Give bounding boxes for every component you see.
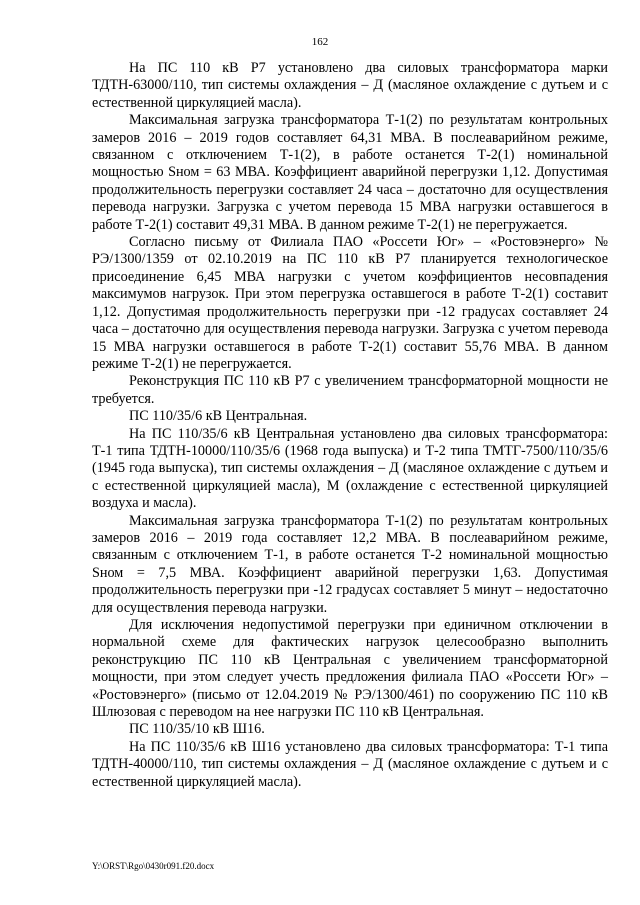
paragraph-r7-transformers: На ПС 110 кВ Р7 установлено два силовых трансформатора марки ТДТН-63000/110, тип системы охлаждения – Д (масляное охлаждение с дутьем и с естественной циркуляцией масла). xyxy=(92,60,608,111)
document-body xyxy=(92,60,608,791)
paragraph-sh16-transformers: На ПС 110/35/6 кВ Ш16 установлено два силовых трансформатора: Т-1 типа ТДТН-40000/110, тип системы охлаждения – Д (масляное охлаждение с дутьем и с естественной циркуляцией масла). xyxy=(92,738,608,790)
paragraph-r7-letter: Согласно письму от Филиала ПАО «Россети Юг» – «Ростовэнерго» № РЭ/1300/1359 от 02.10.2019 на ПС 110 кВ Р7 планируется технологическое присоединение 6,45 МВА нагрузки с учетом коэффициентов несовпадения максимумов нагрузок. При этом перегрузка оставшегося в работе Т-2(1) составит 1,12. Допустимая продолжительность перегрузки при -12 градусах составляет 24 часа – достаточно для осуществления перевода нагрузки. Загрузка с учетом перевода 15 МВА нагрузки оставшегося в работе Т-2(1) составит 55,76 МВА. В данном режиме Т-2(1) не перегружается. xyxy=(92,234,608,372)
paragraph-r7-max-load: Максимальная загрузка трансформатора Т-1(2) по результатам контрольных замеров 2016 – 2019 годов составляет 64,31 МВА. В послеаварийном режиме, связанном с отключением Т-1(2), в работе останется Т-2(1) номинальной мощностью Sном = 63 МВА. Коэффициент аварийной перегрузки 1,12. Допустимая продолжительность перегрузки составляет 24 часа – достаточно для осуществления перевода нагрузки. Загрузка с учетом перевода 15 МВА нагрузки оставшегося в работе Т-2(1) составит 49,31 МВА. В данном режиме Т-2(1) не перегружается. xyxy=(92,112,608,233)
paragraph-central-transformers: На ПС 110/35/6 кВ Центральная установлено два силовых трансформатора: Т-1 типа ТДТН-10000/110/35/6 (1968 года выпуска) и Т-2 типа ТМТГ-7500/110/35/6 (1945 года выпуска), тип системы охлаждения – Д (масляное охлаждение с дутьем и с естественной циркуляцией масла), М (охлаждение с естественной циркуляцией воздуха и масла). xyxy=(92,425,608,512)
paragraph-central-reconstruction: Для исключения недопустимой перегрузки при единичном отключении в нормальной схеме для фактических нагрузок целесообразно выполнить реконструкцию ПС 110 кВ Центральная с увеличением трансформаторной мощности, при этом следует учесть предложения филиала ПАО «Россети Юг» – «Ростовэнерго» (письмо от 12.04.2019 № РЭ/1300/461) по сооружению ПС 110 кВ Шлюзовая с переводом на нее нагрузки ПС 110 кВ Центральная. xyxy=(92,617,608,721)
paragraph-r7-conclusion: Реконструкция ПС 110 кВ Р7 с увеличением трансформаторной мощности не требуется. xyxy=(92,373,608,407)
heading-central-substation: ПС 110/35/6 кВ Центральная. xyxy=(129,408,308,425)
paragraph-central-max-load: Максимальная загрузка трансформатора Т-1(2) по результатам контрольных замеров 2016 – 2019 года составляет 12,2 МВА. В послеаварийном режиме, связанным с отключением Т-1, в работе останется Т-2 номинальной мощностью Sном = 7,5 МВА. Коэффициент аварийной перегрузки 1,63. Допустимая продолжительность перегрузки при -12 градусах составляет 5 минут – недостаточно для осуществления перевода нагрузки. xyxy=(92,512,608,616)
heading-sh16-substation: ПС 110/35/10 кВ Ш16. xyxy=(129,721,265,738)
page-number: 162 xyxy=(311,36,329,48)
footer-file-path: Y:\ORST\Rgo\0430r091.f20.docx xyxy=(92,861,215,871)
